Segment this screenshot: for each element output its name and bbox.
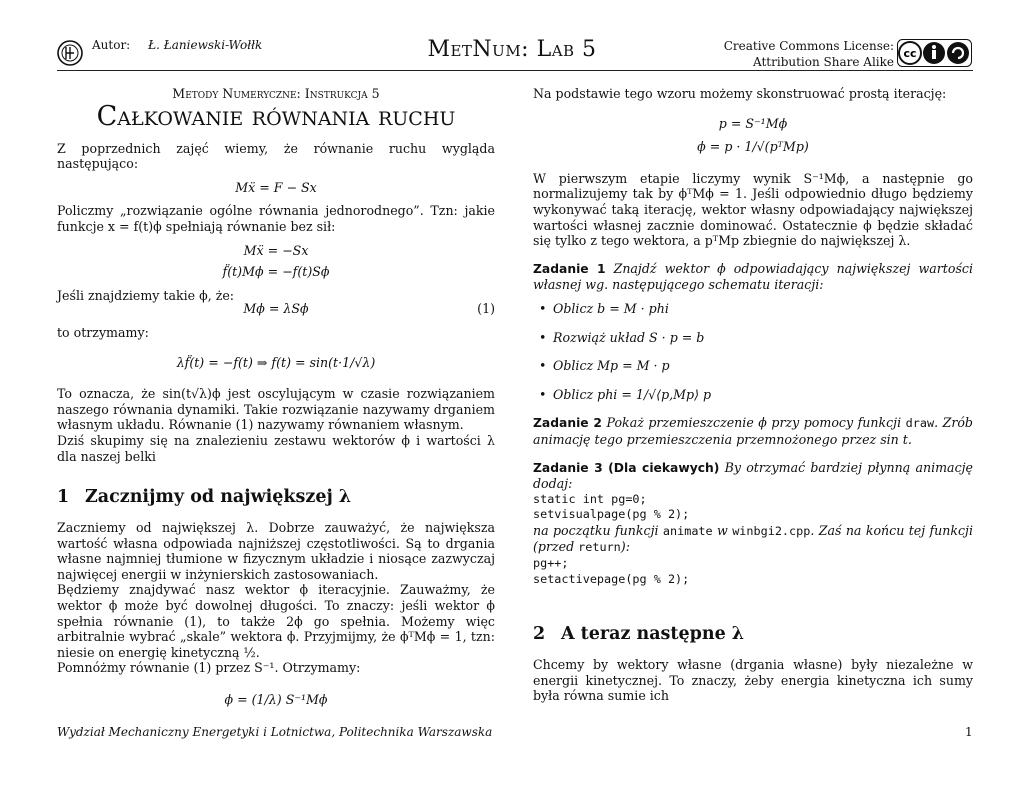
right-column [533, 86, 973, 704]
equation: f̈(t)Mϕ = −f(t)Sϕ [222, 264, 330, 280]
equation: Mẍ = F − Sx [235, 179, 317, 195]
paragraph: Chcemy by wektory własne (drgania własne) były niezależne w energii kinetycznej. To znaczy, żeby energia kinetyczna ich sumy była równa sumie ich [533, 657, 973, 704]
paragraph: Policzmy „rozwiązanie ogólne równania jednorodnego”. Tzn: jakie funkcje x = f(t)ϕ spełniają równanie bez sił: [57, 203, 495, 234]
footer-text: Wydział Mechaniczny Energetyki i Lotnictwa, Politechnika Warszawska [57, 725, 493, 739]
task-3 [533, 460, 973, 492]
paragraph: to otrzymamy: [57, 324, 149, 340]
list-item: • Oblicz phi = 1/√⟨p,Mp⟩ p [553, 387, 973, 403]
license [724, 38, 894, 70]
equation: λf̈(t) = −f(t) ⇒ f(t) = sin(t·1/√λ) [176, 354, 376, 370]
paragraph: Zaczniemy od największej λ. Dobrze zauważyć, że największa wartość własna odpowiada najniższej częstotliwości. Są to drgania własne najmniej tłumione w fizycznym układzie i niosące zazwyczaj najwięcej energii w inżynierskich zastosowaniach. [57, 520, 495, 582]
task-text: . Zrób animację tego przemieszczenia przemnożonego przez sin t. [533, 415, 973, 447]
list-item: • Oblicz b = M · phi [553, 301, 973, 317]
code-line: static int pg=0; [533, 491, 647, 506]
list-item: • Oblicz Mp = M · p [553, 358, 973, 374]
section-title: A teraz następne λ [561, 624, 745, 645]
code-inline: draw [905, 416, 935, 431]
task-text: By otrzymać bardziej płynną animację dodaj: [533, 459, 973, 492]
code-line: pg++; [533, 556, 569, 571]
paragraph: Z poprzednich zajęć wiemy, że równanie ruchu wygląda następująco: [57, 140, 495, 172]
section-number: 2 [533, 624, 546, 645]
paragraph: Pomnóżmy równanie (1) przez S⁻¹. Otrzymamy: [57, 660, 361, 676]
code-line: setvisualpage(pg % 2); [533, 507, 690, 522]
task-label: Zadanie 2 [533, 416, 602, 431]
paragraph: Dziś skupimy się na znalezieniu zestawu wektorów ϕ i wartości λ dla naszej belki [57, 432, 495, 464]
task-text: ): [620, 539, 630, 555]
cc-by-sa-icon [897, 39, 972, 67]
author-label: Autor: [92, 38, 131, 52]
paragraph: Na podstawie tego wzoru możemy skonstruować prostą iterację: [533, 86, 947, 101]
doc-title: Całkowanie równania ruchu [96, 100, 456, 132]
task-text: Pokaż przemieszczenie ϕ przy pomocy funkcji [606, 415, 902, 431]
task-text: na początku funkcji [533, 522, 659, 538]
equation: ϕ = (1/λ) S⁻¹Mϕ [224, 692, 328, 708]
task-label: Zadanie 1 [533, 261, 606, 276]
equation: Mẍ = −Sx [243, 242, 309, 258]
equation-1 [57, 301, 495, 317]
task-text: Znajdź wektor ϕ odpowiadający największej wartości własnej wg. następującego schematu iteracji: [533, 260, 973, 293]
code-line: setactivepage(pg % 2); [533, 571, 690, 586]
section-heading-2 [533, 623, 973, 645]
license-line1: Creative Commons License: [723, 39, 894, 53]
equation: ϕ = p · 1/√(pᵀMp) [697, 139, 809, 155]
code-inline: animate [662, 523, 713, 538]
paragraph: Jeśli znajdziemy takie ϕ, że: [57, 287, 235, 303]
page-number: 1 [965, 725, 973, 739]
task-text: w [717, 522, 728, 538]
section-heading-1 [57, 486, 495, 508]
header-rule [57, 70, 973, 71]
section-title: Zacznijmy od największej λ [85, 487, 352, 508]
task-label: Zadanie 3 (Dla ciekawych) [533, 460, 720, 475]
task-2 [533, 415, 973, 447]
task-text: . Zaś na końcu tej funkcji (przed [533, 522, 973, 555]
page-title: MetNum: Lab 5 [427, 37, 597, 62]
equation-text: Mϕ = λSϕ [243, 301, 309, 317]
section-number: 1 [57, 487, 70, 508]
svg-text:cc: cc [903, 47, 917, 60]
code-inline: return [578, 540, 621, 555]
paragraph: W pierwszym etapie liczymy wynik S⁻¹Mϕ, a następnie go normalizujemy tak by ϕᵀMϕ = 1. Jeśli odpowiednio długo będziemy wykonywać taką iterację, wektor własny odpowiadający największej wartości własnej zacznie dominować. Ostatecznie ϕ będzie składać się tylko z tego wektora, a pᵀMp zbiegnie do największej λ. [533, 170, 973, 249]
list-item: • Rozwiąż układ S · p = b [553, 330, 973, 346]
task-1 [533, 261, 973, 293]
equation: p = S⁻¹Mϕ [718, 115, 788, 131]
task-3-middle [533, 523, 973, 556]
paragraph: Będziemy znajdywać nasz wektor ϕ iteracyjnie. Zauważmy, że wektor ϕ może być dowolnej długości. To znaczy: jeśli wektor ϕ spełnia równanie (1), to także 2ϕ go spełnia. Możemy więc arbitralnie wybrać „skale” wektora ϕ. Przyjmijmy, że ϕᵀMϕ = 1, tzn: niesie on energię kinetyczną ½. [57, 582, 495, 660]
code-inline: winbgi2.cpp [732, 523, 811, 538]
paragraph: To oznacza, że sin(t√λ)ϕ jest oscylującym w czasie rozwiązaniem naszego równania dynamiki. Takie rozwiązanie nazywamy drganiem własnym układu. Równanie (1) nazywamy równaniem własnym. [57, 386, 495, 433]
left-column [57, 86, 495, 716]
author-name: Ł. Łaniewski-Wołłk [148, 38, 263, 52]
equation-number: (1) [477, 301, 495, 317]
doc-subtitle: Metody Numeryczne: Instrukcja 5 [172, 86, 380, 101]
license-line2: Attribution Share Alike [753, 55, 894, 69]
iteration-list [533, 301, 973, 402]
